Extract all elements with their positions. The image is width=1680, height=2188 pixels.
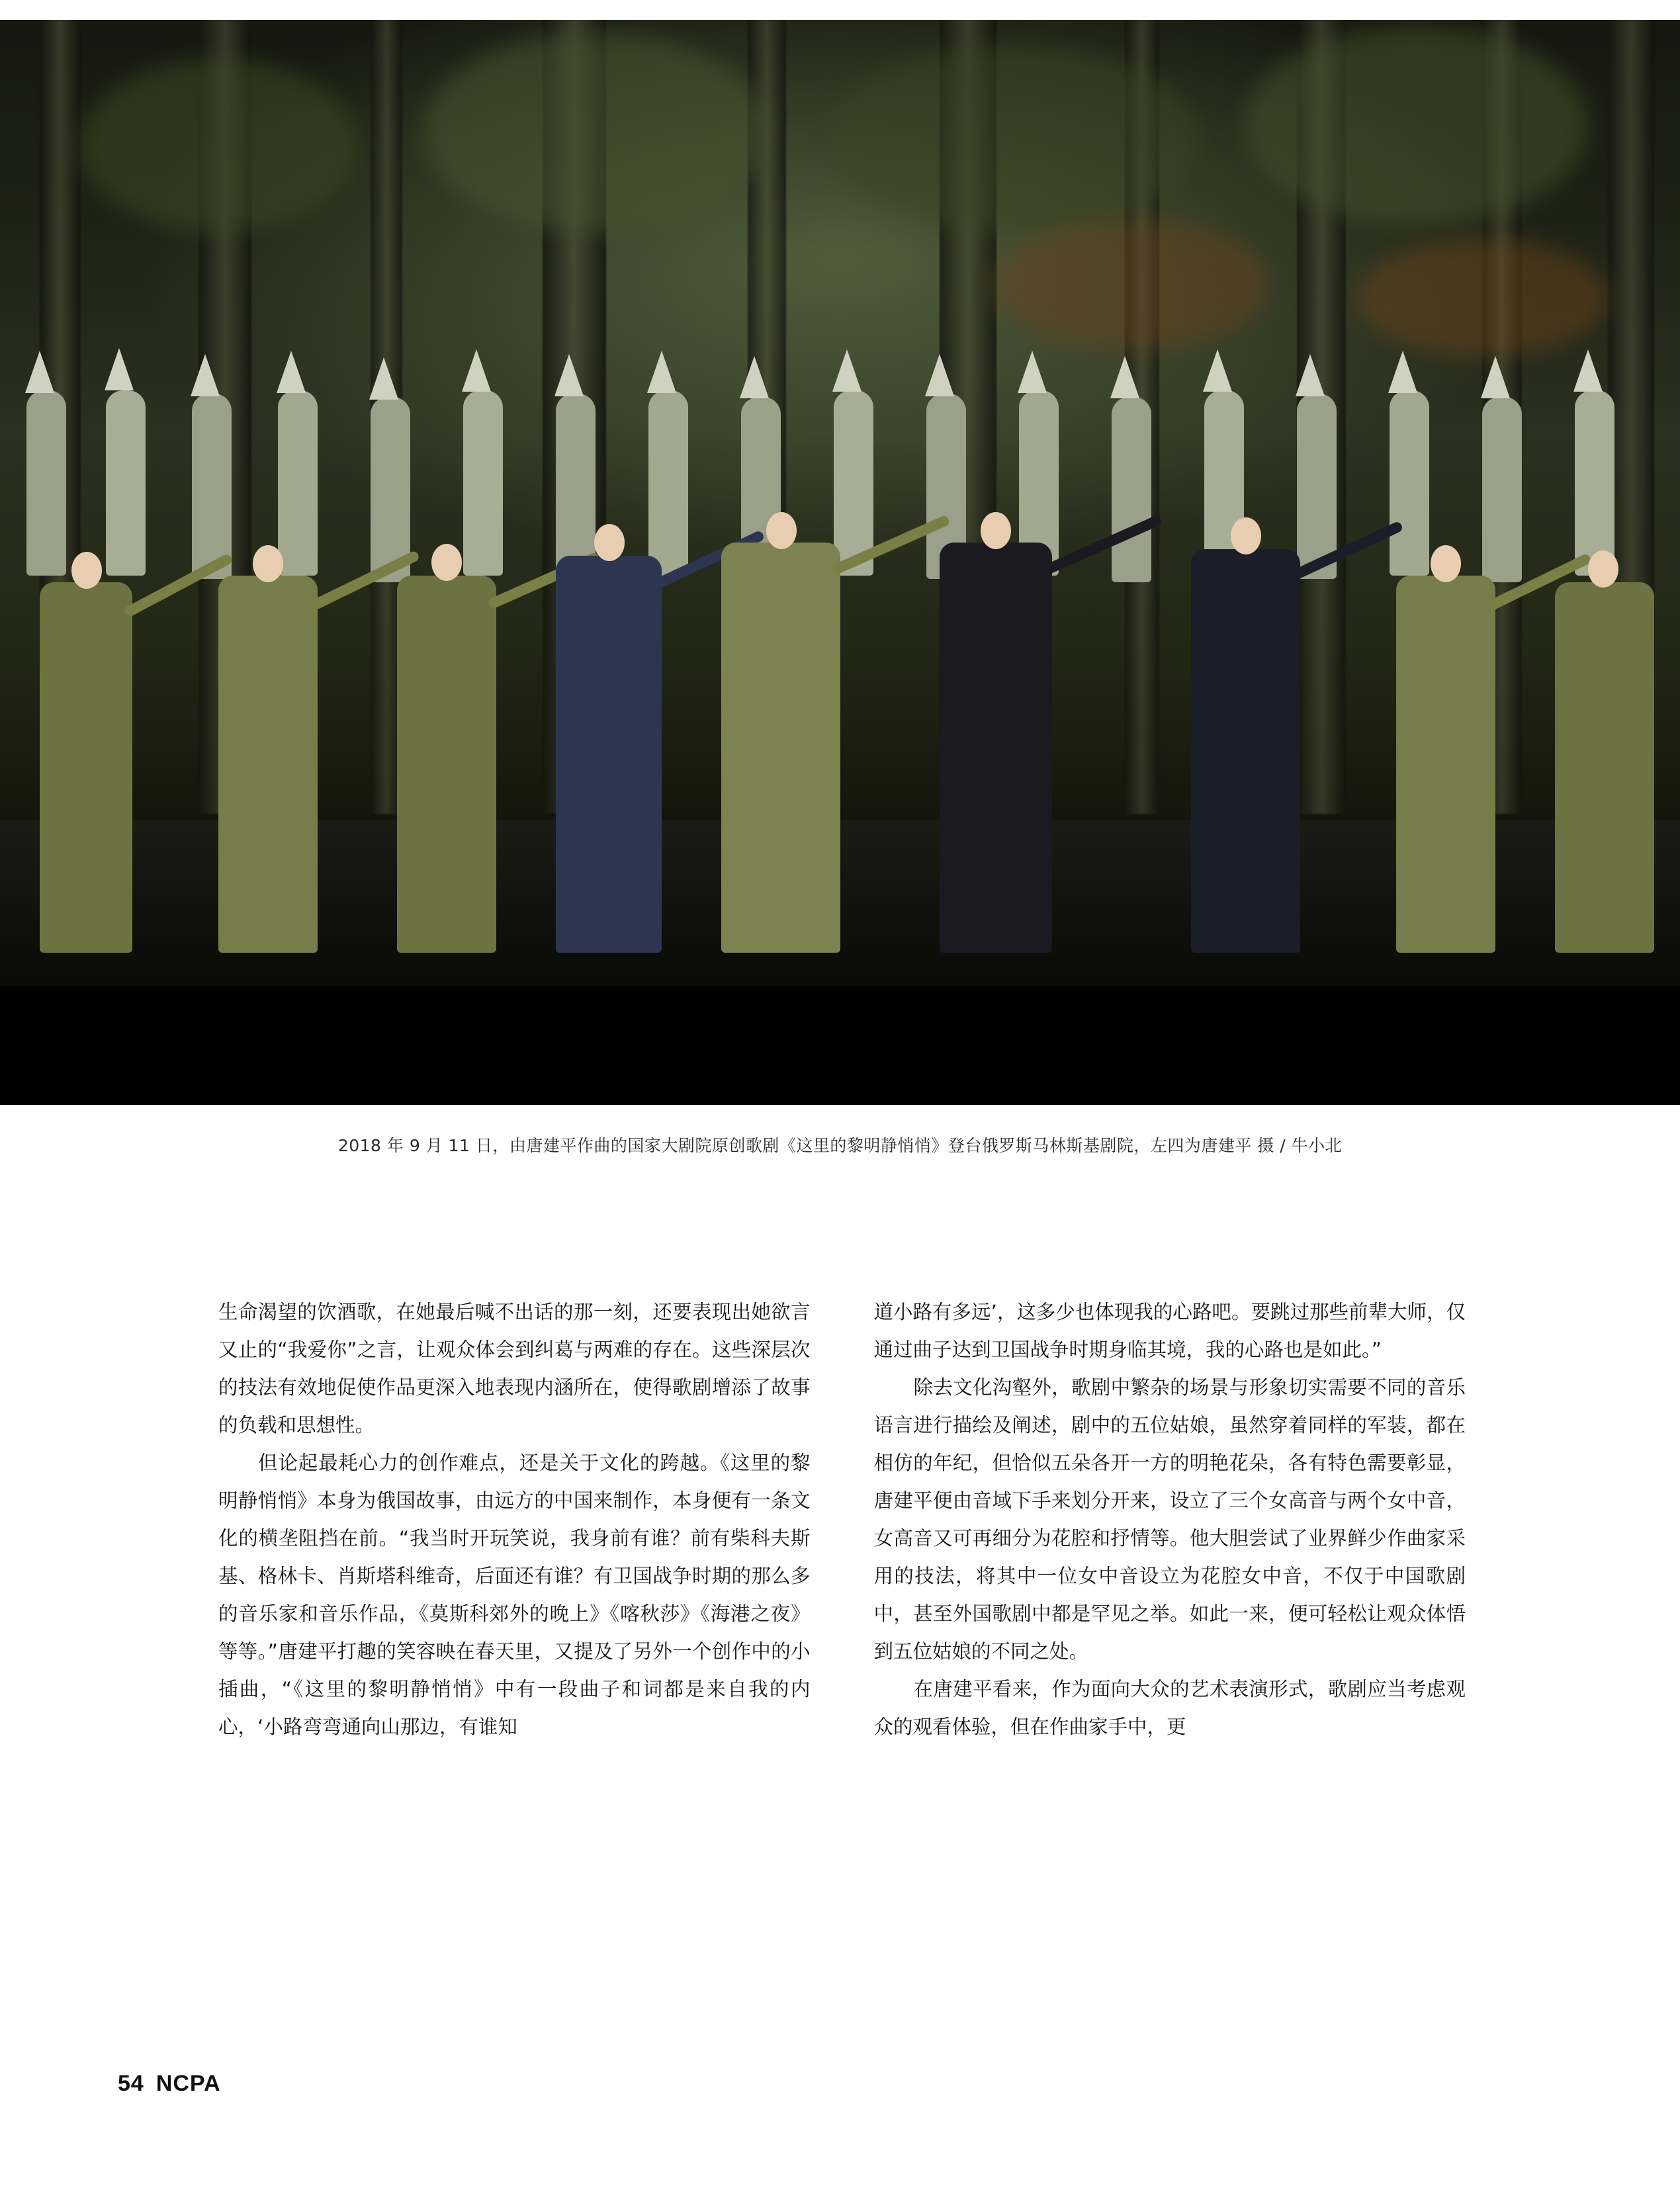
performer-soldier: [40, 582, 132, 953]
foliage: [423, 33, 768, 232]
pointed-helmet: [647, 351, 676, 393]
page-footer: [118, 2071, 221, 2097]
paragraph: 在唐建平看来，作为面向大众的艺术表演形式，歌剧应当考虑观众的观看体验，但在作曲家手中，更: [873, 1678, 1466, 1738]
pointed-helmet: [1573, 349, 1603, 392]
autumn-foliage: [993, 218, 1270, 351]
foliage: [1244, 26, 1588, 225]
curtain-call-photo: [0, 20, 1680, 1105]
chorus-member: [556, 394, 596, 579]
pointed-helmet: [1481, 356, 1510, 398]
pointed-helmet: [277, 351, 306, 393]
pointed-helmet: [740, 356, 769, 398]
chorus-member: [1297, 394, 1337, 579]
performer-head: [1588, 550, 1618, 588]
pointed-helmet: [105, 348, 134, 390]
performer-composer: [940, 543, 1052, 953]
article-body: [218, 1293, 1466, 1746]
performer-soldier: [1396, 576, 1495, 953]
performer-head: [253, 545, 283, 582]
performer-head: [981, 512, 1011, 549]
performer-soldier: [1555, 582, 1654, 953]
audience-head: [1476, 1026, 1608, 1105]
performer-head: [1231, 517, 1261, 554]
chorus-member: [1575, 390, 1614, 576]
autumn-foliage: [1356, 238, 1608, 357]
performer-head: [766, 512, 797, 549]
pointed-helmet: [369, 357, 398, 400]
foliage: [79, 60, 357, 232]
performer-head: [431, 544, 462, 581]
chorus-member: [26, 390, 66, 576]
chorus-member: [106, 390, 146, 576]
audience-head: [423, 1019, 562, 1105]
pointed-helmet: [925, 354, 954, 396]
paragraph: 道小路有多远’，这多少也体现我的心路吧。要跳过那些前辈大师，仅通过曲子达到卫国战争时期身临其境，我的心路也是如此。”: [873, 1301, 1466, 1361]
audience-head: [959, 1022, 1092, 1105]
performer-suit-man: [556, 556, 662, 953]
chorus-member: [648, 390, 688, 576]
pointed-helmet: [1018, 351, 1047, 393]
audience-silhouette: [0, 986, 1680, 1105]
paragraph: 但论起最耗心力的创作难点，还是关于文化的跨越。《这里的黎明静悄悄》本身为俄国故事，由远方的中国来制作，本身便有一条文化的横垄阻挡在前。“我当时开玩笑说，我身前有谁？前有柴科夫斯基、格林卡、肖斯塔科维奇，后面还有谁？有卫国战争时期的那么多的音乐家和音乐作品，《莫斯科郊外的晚上》《喀秋莎》《海港之夜》等等。”唐建平打趣的笑容映在春天里，又提及了另外一个创作中的小插曲，“《这里的黎明静悄悄》中有一段曲子和词都是来自我的内心，‘小路弯弯通向山那边，有谁知: [218, 1452, 811, 1738]
pointed-helmet: [1110, 356, 1139, 398]
audience-head: [199, 1042, 298, 1105]
performer-head: [71, 552, 102, 589]
pointed-helmet: [1388, 351, 1417, 393]
performer-soldier: [397, 576, 496, 953]
chorus-member: [278, 390, 318, 576]
chorus-member: [463, 390, 503, 576]
pointed-helmet: [554, 354, 584, 396]
pointed-helmet: [25, 351, 54, 393]
pointed-helmet: [462, 349, 491, 392]
audience-head: [715, 1032, 834, 1105]
performer-head: [1431, 545, 1461, 582]
performer-conductor: [1191, 549, 1300, 953]
performer-soldier: [218, 576, 318, 953]
left-column: [218, 1293, 811, 1746]
chorus-member: [192, 394, 232, 579]
performer-head: [594, 524, 625, 561]
chorus-member: [1390, 390, 1429, 576]
page-number: 54: [118, 2071, 144, 2096]
photo-caption: 2018 年 9 月 11 日，由唐建平作曲的国家大剧院原创歌剧《这里的黎明静悄悄》登台俄罗斯马林斯基剧院，左四为唐建平 摄 / 牛小北: [337, 1136, 1343, 1155]
performer-officer: [721, 543, 840, 953]
audience-head: [40, 1026, 165, 1105]
pointed-helmet: [191, 354, 220, 396]
audience-head: [1257, 1035, 1370, 1105]
publication-name: NCPA: [155, 2071, 221, 2096]
foliage: [827, 46, 1198, 232]
pointed-helmet: [832, 349, 862, 392]
chorus-member: [1112, 397, 1151, 582]
paragraph: 生命渴望的饮酒歌，在她最后喊不出话的那一刻，还要表现出她欲言又止的“我爱你”之言，让观众体会到纠葛与两难的存在。这些深层次的技法有效地促使作品更深入地表现内涵所在，使得歌剧增添了故事的负载和思想性。: [218, 1301, 811, 1436]
chorus-member: [1482, 397, 1522, 582]
pointed-helmet: [1296, 354, 1325, 396]
paragraph: 除去文化沟壑外，歌剧中繁杂的场景与形象切实需要不同的音乐语言进行描绘及阐述，剧中的五位姑娘，虽然穿着同样的军装，都在相仿的年纪，但恰似五朵各开一方的明艳花朵，各有特色需要彰显，唐建平便由音域下手来划分开来，设立了三个女高音与两个女中音，女高音又可再细分为花腔和抒情等。他大胆尝试了业界鲜少作曲家采用的技法，将其中一位女中音设立为花腔女中音，不仅于中国歌剧中，甚至外国歌剧中都是罕见之举。如此一来，便可轻松让观众体悟到五位姑娘的不同之处。: [873, 1376, 1466, 1663]
chorus-member: [834, 390, 873, 576]
pointed-helmet: [1203, 349, 1232, 392]
right-column: [874, 1293, 1466, 1746]
